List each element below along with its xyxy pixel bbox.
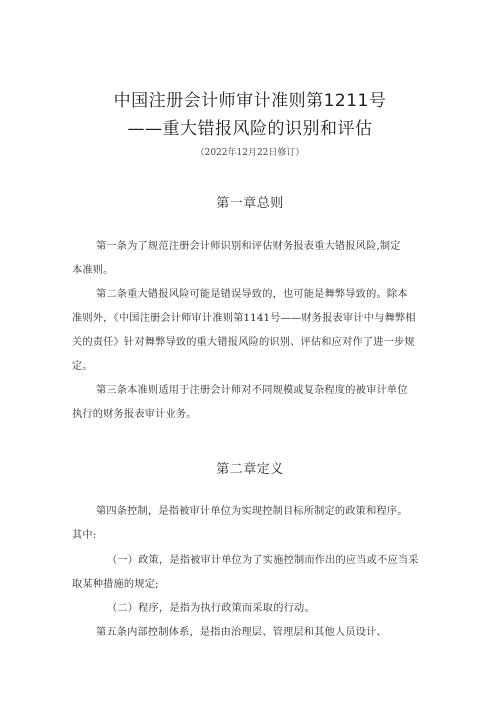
- article-2-line-3: 关的责任》针对舞弊导致的重大错报风险的识别、评估和应对作了进一步规: [72, 337, 415, 348]
- article-1-line-2: 本准则。: [72, 265, 114, 276]
- article-4-item-1-line-2: 取某种措施的规定;: [72, 579, 159, 590]
- article-5-line-1: 第五条内部控制体系，是指由治理层、管理层和其他人员设计、: [96, 627, 387, 638]
- article-3-line-2: 执行的财务报表审计业务。: [72, 409, 197, 420]
- article-4-line-2: 其中:: [72, 530, 97, 541]
- article-4-item-1-line-1: （一）政策，是指被审计单位为了实施控制而作出的应当或不应当采: [107, 555, 419, 566]
- article-3-line-1: 第三条本准则适用于注册会计师对不同规模或复杂程度的被审计单位: [96, 385, 408, 396]
- document-title-line-2: ——重大错报风险的识别和评估: [127, 119, 373, 139]
- article-4-line-1: 第四条控制，是指被审计单位为实现控制目标所制定的政策和程序。: [96, 506, 408, 517]
- article-4-item-2-line-1: （二）程序，是指为执行政策而采取的行动。: [107, 603, 315, 614]
- article-2-line-1: 第二条重大错报风险可能是错误导致的，也可能是舞弊导致的。除本: [96, 289, 408, 300]
- chapter-1-heading: 第一章总则: [216, 196, 284, 211]
- article-2-line-4: 定。: [72, 361, 93, 372]
- document-title-line-1: 中国注册会计师审计准则第1211号: [113, 91, 387, 111]
- revision-note: （2022年12月22日修订）: [195, 148, 305, 158]
- article-1-line-1: 第一条为了规范注册会计师识别和评估财务报表重大错报风险,制定: [96, 241, 401, 252]
- chapter-2-heading: 第二章定义: [216, 462, 284, 477]
- article-2-line-2: 准则外，《中国注册会计师审计准则第1141号——财务报表审计中与舞弊相: [72, 313, 416, 324]
